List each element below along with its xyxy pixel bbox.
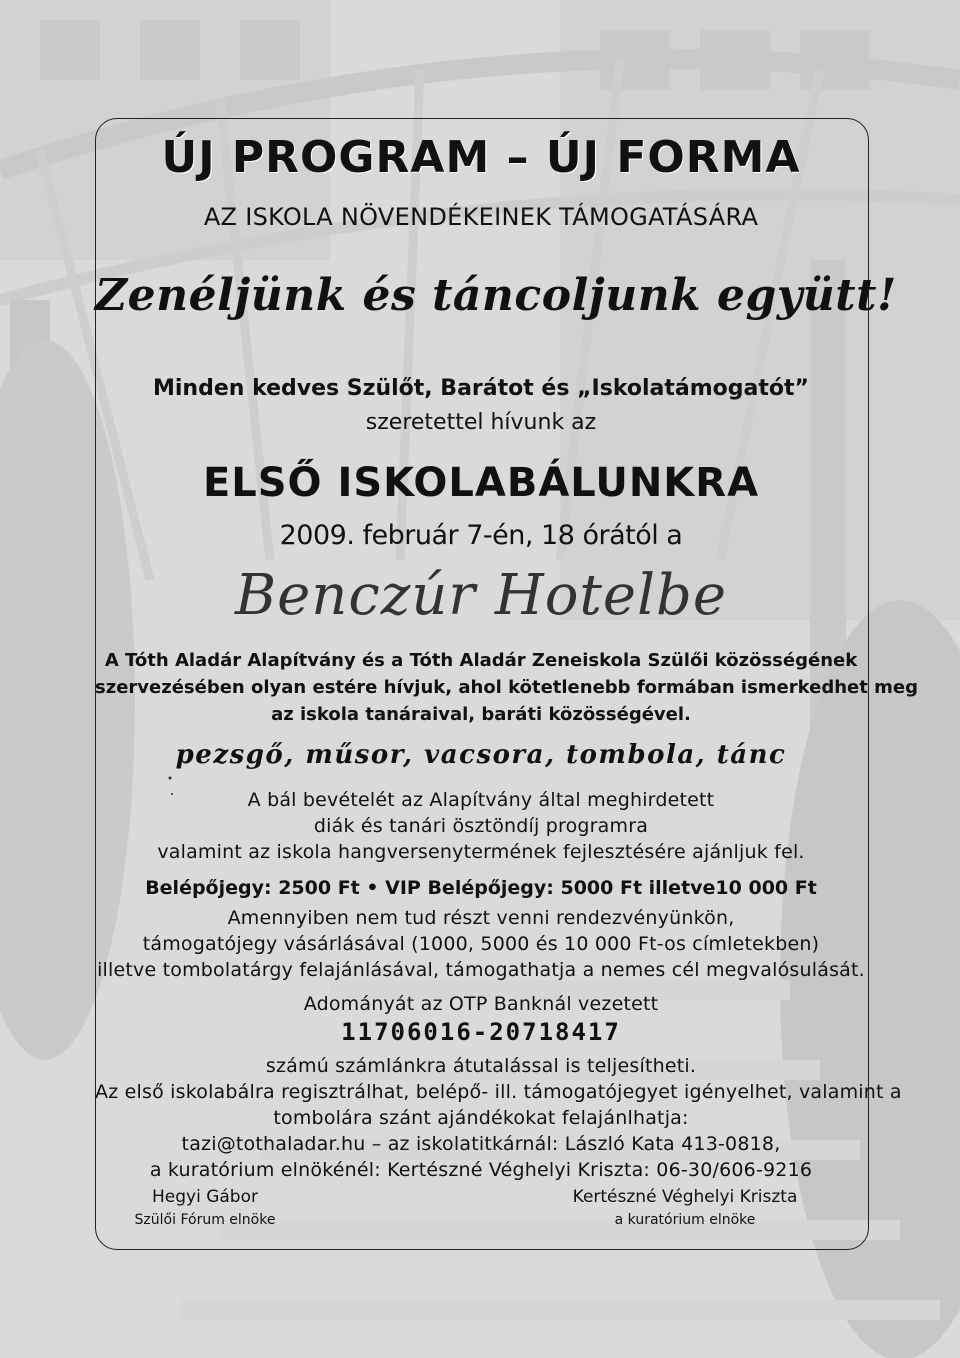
headline-subtitle: AZ ISKOLA NÖVENDÉKEINEK TÁMOGATÁSÁRA (203, 203, 759, 231)
organizer-line-3: az iskola tanáraival, baráti közösségével. (271, 704, 691, 725)
donation-line-1: Adományát az OTP Banknál vezetett (303, 993, 659, 1015)
headline-title: ÚJ PROGRAM – ÚJ FORMA (161, 132, 801, 183)
registration-contact-phone: a kuratórium elnökénél: Kertészné Véghelyi Kriszta: 06-30/606-9216 (149, 1159, 813, 1181)
revenue-line-3: valamint az iskola hangversenytermének fejlesztésére ajánljuk fel. (157, 841, 805, 863)
event-venue: Benczúr Hotelbe (235, 563, 727, 628)
registration-contact-email[interactable]: tazi@tothaladar.hu – az iskolatitkárnál: László Kata 413-0818, (181, 1133, 781, 1155)
signature-right-role: a kuratórium elnöke (614, 1212, 756, 1228)
registration-line-2: tombolára szánt ajándékokat felajánlhatja: (273, 1107, 689, 1129)
tagline: Zenéljünk és táncoljunk együtt! (95, 270, 897, 321)
signature-right-name: Kertészné Véghelyi Kriszta (572, 1187, 798, 1207)
organizer-line-1: A Tóth Aladár Alapítvány és a Tóth Aladár Zeneiskola Szülői közösségének (104, 650, 858, 671)
invitation-line-2: szeretettel hívunk az (365, 410, 597, 435)
alternative-line-2: támogatójegy vásárlásával (1000, 5000 és 10 000 Ft-os címletekben) (142, 933, 820, 955)
event-date: 2009. február 7-én, 18 órától a (279, 520, 683, 551)
organizer-line-2: szervezésében olyan estére hívjuk, ahol kötetlenebb formában ismerkedhet meg (95, 677, 918, 698)
program-list: pezsgő, műsor, vacsora, tombola, tánc (175, 740, 787, 770)
donation-line-2: számú számlánkra átutalással is teljesítheti. (265, 1055, 697, 1077)
revenue-line-2: diák és tanári ösztöndíj programra (313, 815, 649, 837)
event-name: ELSŐ ISKOLABÁLUNKRA (202, 460, 760, 506)
bank-account-number: 11706016-20718417 (341, 1018, 621, 1046)
alternative-line-1: Amennyiben nem tud részt venni rendezvényünkön, (227, 907, 735, 929)
revenue-line-1: A bál bevételét az Alapítvány által meghirdetett (247, 789, 715, 811)
invitation-line-1: Minden kedves Szülőt, Barátot és „Iskolatámogatót” (153, 376, 809, 401)
signature-left-name: Hegyi Gábor (152, 1187, 258, 1207)
signature-left-role: Szülői Fórum elnöke (134, 1212, 276, 1228)
alternative-line-3: illetve tombolatárgy felajánlásával, támogathatja a nemes cél megvalósulását. (97, 959, 865, 981)
registration-line-1: Az első iskolabálra regisztrálhat, belépő- ill. támogatójegyet igényelhet, valamint a (95, 1081, 902, 1103)
ticket-prices: Belépőjegy: 2500 Ft • VIP Belépőjegy: 5000 Ft illetve10 000 Ft (145, 877, 817, 899)
